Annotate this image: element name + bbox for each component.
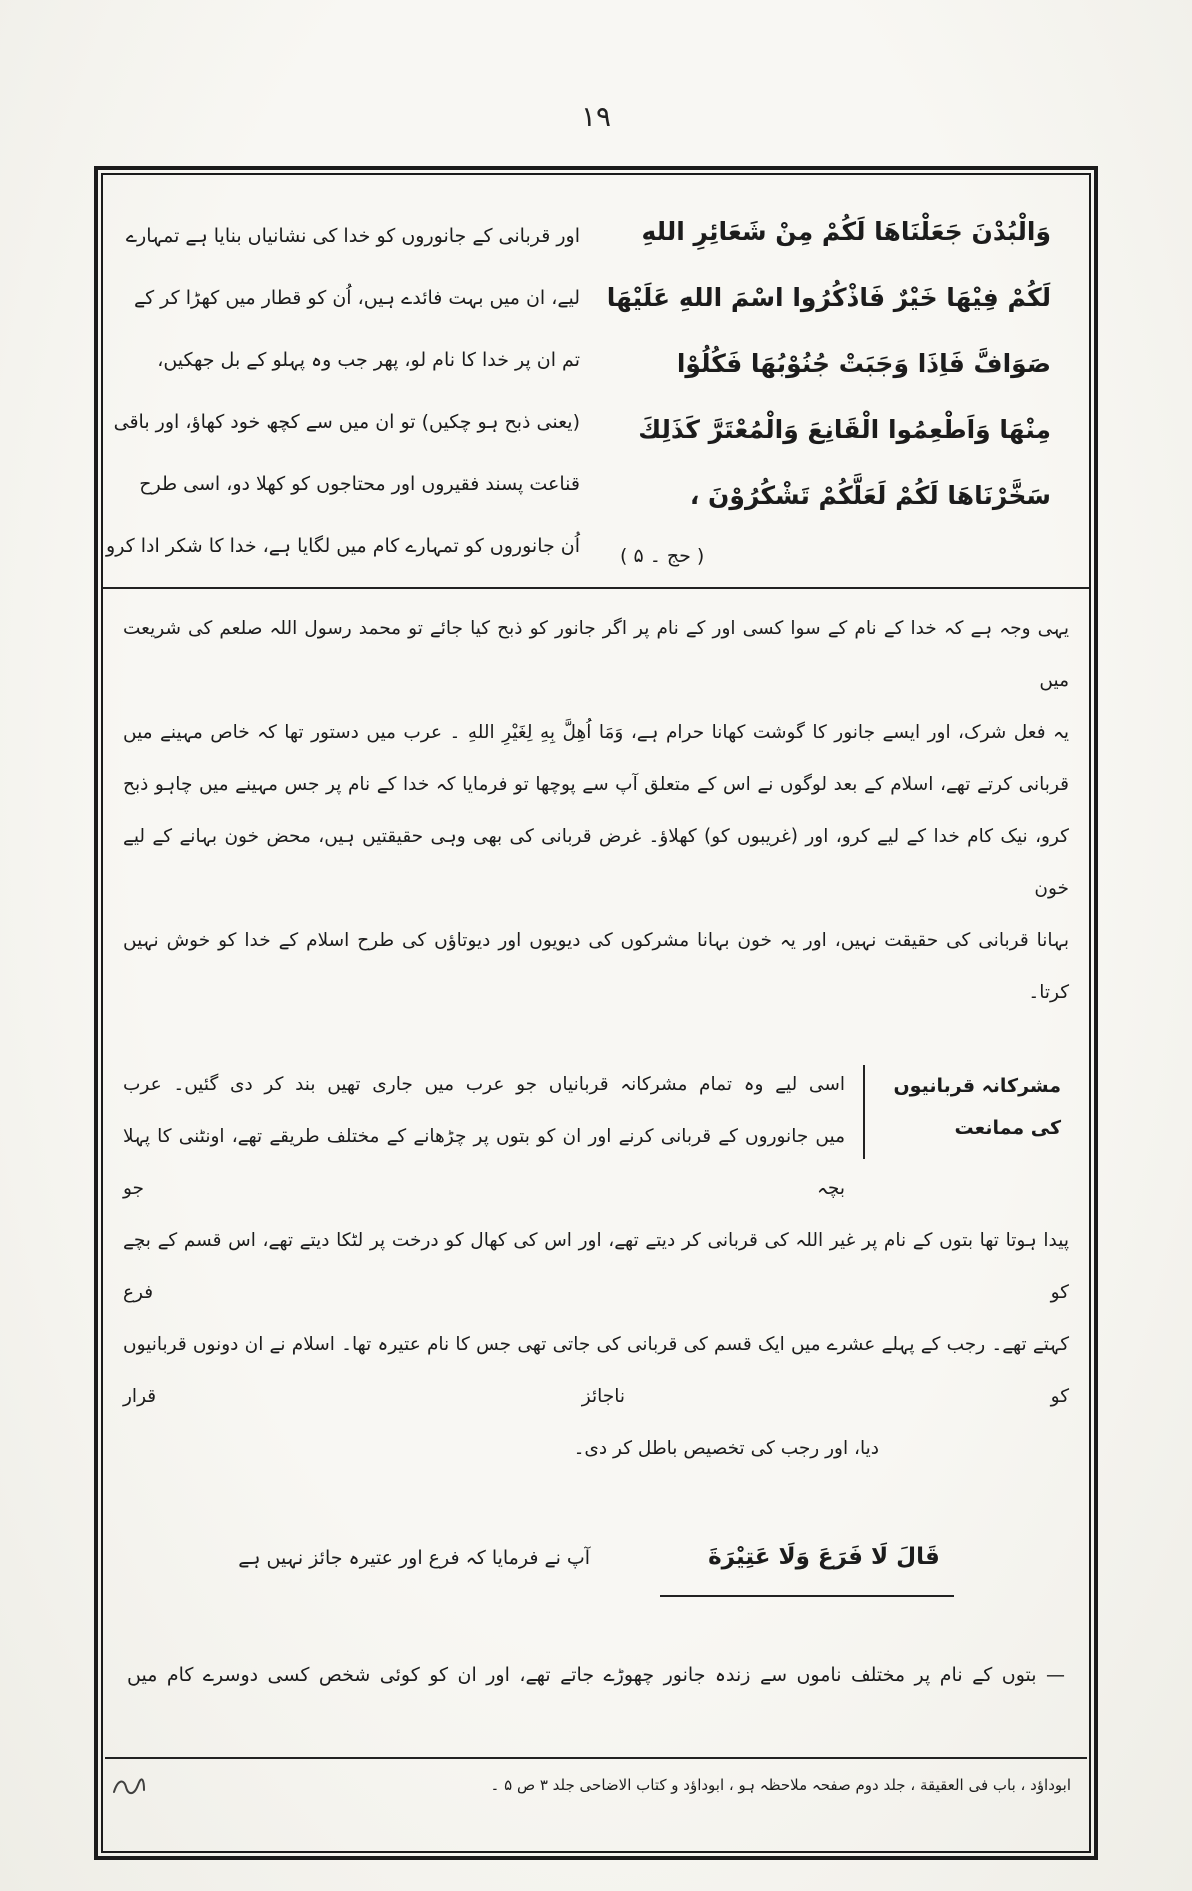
body-line: کہتے تھے۔ رجب کے پہلے عشرے میں ایک قسم کی قربانی کی جاتی تھی جس کا نام عتیرہ تھا۔ اسلام نے ان دونوں قربانیوں کو ناجائز قرار <box>123 1334 1069 1407</box>
translation-line: لیے، ان میں بہت فائدے ہیں، اُن کو قطار میں کھڑا کر کے <box>133 287 580 309</box>
page-number: ۱۹ <box>580 100 612 133</box>
margin-note <box>863 1065 1069 1159</box>
arabic-verse-line: مِنْهَا وَاَطْعِمُوا الْقَانِعَ وَالْمُعْتَرَّ كَذَلِكَ <box>638 415 1051 444</box>
hadith-urdu-gloss: آپ نے فرمایا کہ فرع اور عتیرہ جائز نہیں ہے <box>238 1547 591 1569</box>
body-text <box>103 589 1089 1701</box>
body-line-short: دیا، اور رجب کی تخصیص باطل کر دی۔ <box>573 1438 879 1459</box>
arabic-verse-line: وَالْبُدْنَ جَعَلْنَاهَا لَكُمْ مِنْ شَعَائِرِ اللهِ <box>641 217 1051 246</box>
quran-arabic-column <box>596 189 1081 583</box>
arabic-verse-line: سَخَّرْنَاهَا لَكُمْ لَعَلَّكُمْ تَشْكُرُوْنَ ، <box>689 481 1051 510</box>
footnote-text: ابوداؤد ، باب فی العقیقة ، جلد دوم صفحہ ملاحظہ ہو ، ابوداؤد و کتاب الاضاحی جلد ۳ ص ۵ ۔ <box>490 1776 1071 1794</box>
arabic-verse-line: صَوَافَّ فَاِذَا وَجَبَتْ جُنُوْبُهَا فَكُلُوْا <box>676 349 1051 378</box>
body-line: اسی لیے وہ تمام مشرکانہ قربانیاں جو عرب میں جاری تھیں بند کر دی گئیں۔ عرب <box>123 1074 845 1095</box>
margin-note-line: مشرکانہ قربانیوں <box>893 1075 1061 1097</box>
margin-note-line: کی ممانعت <box>954 1117 1061 1139</box>
footnote <box>105 1757 1087 1799</box>
body-line: یہی وجہ ہے کہ خدا کے نام کے سوا کسی اور کے نام پر اگر جانور کو ذبح کیا جائے تو محمد رسول اللہ صلعم کی شریعت میں <box>123 618 1069 691</box>
hadith-arabic-text: قَالَ لَا فَرَعَ وَلَا عَتِيْرَةَ <box>660 1531 954 1597</box>
paragraph-1 <box>123 603 1069 1019</box>
translation-line: اور قربانی کے جانوروں کو خدا کی نشانیاں بنایا ہے تمہارے <box>125 225 580 247</box>
arabic-verse-line: لَكُمْ فِيْهَا خَيْرٌ فَاذْكُرُوا اسْمَ اللهِ عَلَيْهَا <box>606 283 1051 312</box>
body-line: یہ فعل شرک، اور ایسے جانور کا گوشت کھانا حرام ہے، وَمَا اُهِلَّ بِهِ لِغَيْرِ اللهِ ۔ عرب میں دستور تھا کہ خاص مہینے میں <box>123 722 1069 743</box>
page-border-frame <box>94 166 1098 1860</box>
hadith-row <box>123 1531 1069 1597</box>
body-line: کرو، نیک کام خدا کے لیے کرو، اور (غریبوں کو) کھلاؤ۔ غرض قربانی کی بھی وہی حقیقتیں ہیں، محض خون بہانے کے لیے خون <box>123 826 1069 899</box>
urdu-translation-column <box>106 189 596 583</box>
body-line: پیدا ہوتا تھا بتوں کے نام پر غیر اللہ کی قربانی کر دیتے تھے، اور اس کی کھال کو درخت پر لٹکا دیتے تھے، اس قسم کے بچے کو فرع <box>123 1230 1069 1303</box>
translation-line: (یعنی ذبح ہو چکیں) تو ان میں سے کچھ خود کھاؤ، اور باقی <box>113 411 580 433</box>
body-line: قربانی کرتے تھے، اسلام کے بعد لوگوں نے اس کے متعلق آپ سے پوچھا تو فرمایا کہ خدا کے نام پر جس مہینے میں چاہو ذبح <box>123 774 1069 795</box>
body-line: بہانا قربانی کی حقیقت نہیں، اور یہ خون بہانا مشرکوں کی دیویوں اور دیوتاؤں کی طرح اسلام کے خدا کو خوش نہیں کرتا۔ <box>123 930 1069 1003</box>
scribble-mark-icon <box>111 1775 147 1799</box>
page-border-frame-inner <box>101 173 1091 1853</box>
quran-section <box>103 175 1089 589</box>
verse-reference: ( حج ۔ ۵ ) <box>620 545 705 567</box>
translation-line: قناعت پسند فقیروں اور محتاجوں کو کھلا دو، اسی طرح <box>139 473 580 495</box>
paragraph-2 <box>123 1059 1069 1475</box>
translation-line: تم ان پر خدا کا نام لو، پھر جب وہ پہلو کے بل جھکیں، <box>157 349 580 371</box>
translation-line: اُن جانوروں کو تمہارے کام میں لگایا ہے، خدا کا شکر ادا کرو <box>106 535 580 557</box>
closing-line: — بتوں کے نام پر مختلف ناموں سے زندہ جانور چھوڑے جاتے تھے، اور ان کو کوئی شخص کسی دوسرے کام میں <box>127 1664 1065 1686</box>
body-line: میں جانوروں کے قربانی کرنے اور ان کو بتوں پر چڑھانے کے مختلف طریقے تھے، اونٹنی کا پہلا بچہ جو <box>123 1126 845 1199</box>
